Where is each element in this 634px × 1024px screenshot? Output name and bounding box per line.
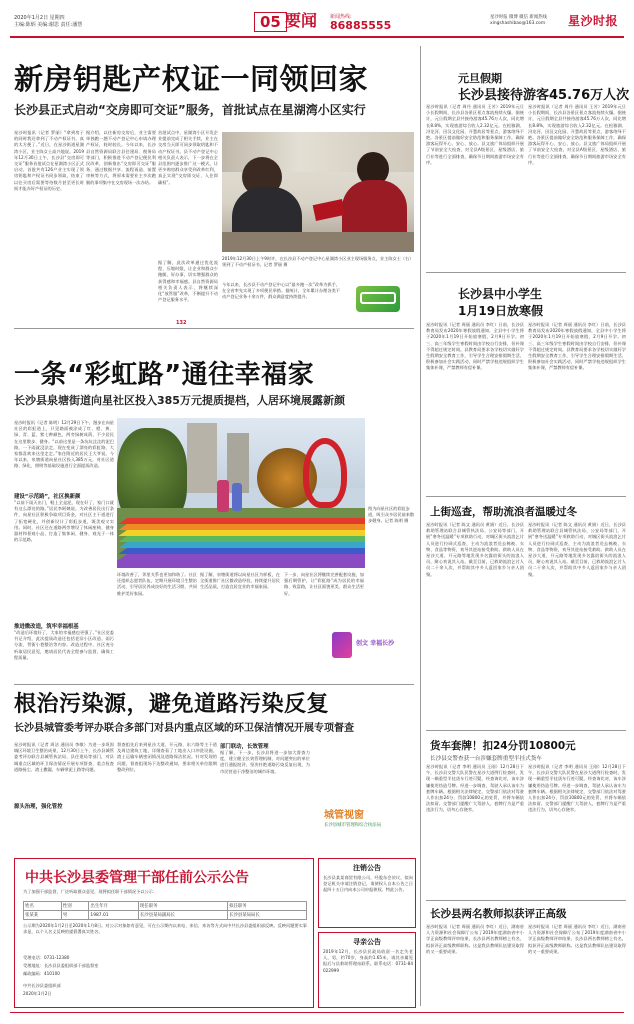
- story1-body-col1: 星沙时报讯（记者 罗丽）“拿到房子的同时我还拿到了不动产权证书，真的太方便了。”近日，在星沙街道星湖湾小区，业主陈女士高兴地说。2019年12月30日上午，长沙县“交房即可交证”服务首批试点在星湖湾小区正式启动，首批共有126户业主实现了领房钥匙和产权证书同步领取，结束了以往买房后需要等待数月甚至更长时间才能办好产权证的历史。: [14, 130, 84, 191]
- right3-body-a: 星沙时报讯（记者 陈文 通讯员 黄娟）近日，长沙县救助管理站联合县城管执法局、公安局等部门，开展“寒冬送温暖”专项救助行动，对城区街头流浪乞讨人员进行拉网式巡查，主动为流浪者送去棉被、衣物、食品等物资，劝导其进站接受救助。救助人员在星沙大道、开元路等地发现多名露宿街头的流浪人员，耐心劝说其入站。截至目前，已救助流浪乞讨人员二十余人次，并帮助其中多人返回家乡与亲人团聚。: [426, 522, 524, 577]
- table-cell: 男: [61, 911, 89, 920]
- story3-subheading2: 部门联动，长效管理: [220, 744, 269, 750]
- right2-body-b: 星沙时报讯（记者 周丽 通讯员 李红）日前，长沙县教育局发布2020年寒假放假通知，全县中小学生将于2020年1月19日开始放寒假，2月9日开学。初三、高三年级学生寒假时间由学校自行安排，但补课不得超过规定时间。县教育局要求各学校切实做好学生假期安全教育工作，引导学生合理安排假期生活，积极参加社会实践活动，同时严禁学校违规组织学生集体补课，严禁教师有偿补课。: [528, 322, 626, 371]
- story1-photo-caption: 2019年12月30日上午9时许，在长沙县不动产登记中心星湖湾小区业主现场服务点，业主陈女士（右）领到了不动产权证书。记者 罗丽 摄: [222, 256, 414, 267]
- story2-subheading2: 推进微改造，筑牢幸福根基: [14, 624, 79, 630]
- right2-headline-1: 长沙县中小学生: [458, 287, 543, 301]
- right5-headline: 长沙县两名教师拟获评正高级: [430, 908, 567, 920]
- cadre-notice-table: [23, 901, 307, 920]
- right1-headline-1: 元旦假期: [458, 72, 502, 85]
- story3-body-col1: 星沙时报讯（记者 周洁 通讯员 李敏）为进一步巩固城区环境卫生整治成果，12月30日上午，长沙县城管委考评办联合县城管执法局、县住建局等部门，对县城重点区域的环卫保洁情况开展专项督查，重点检查道路扬尘、渣土撒漏、车辆带泥上路等问题。: [14, 742, 114, 772]
- date-line: 2020年1月2日 星期四: [14, 15, 65, 21]
- right4-body-a: 星沙时报讯（记者 李明 通讯员 王刚）12月28日下午，长沙县交警大队民警在星沙大道例行检查时，发现一辆重型半挂货车行迹可疑，经查询比对，该车涉嫌使用伪造号牌。经进一步调查，驾驶人承认该车为套牌车辆。根据相关法律规定，交警部门依法对驾驶人作出扣24分、罚款10800元的处罚，并将车辆依法扣留。交警部门提醒广大驾驶人，套牌行为是严重违法行为，切勿心存侥幸。: [426, 764, 524, 813]
- story2-body-col4: 下一步，向星社区将继续完善配套设施，加强后期管护，让“彩虹路”成为居民的幸福路、致富路，让社区面貌更美、群众生活更好。: [284, 572, 364, 596]
- story2-body-col1c: “改造后环境好了，大家的幸福感也更强了。”社区党委书记介绍，此次提质改造还包括老旧小区改造、雨污分流、背街小巷整治等内容。改造过程中，社区充分听取居民意见，邀请居民代表全程参与监督，确保工程质量。: [14, 630, 114, 660]
- deregistration-notice: [318, 858, 416, 928]
- editor-line: 主编:陈炳 美编:谢思 责任:潘慧: [14, 22, 83, 28]
- cadre-notice-contact2: 受理地址：长沙县县委组织部干部监督室: [23, 963, 99, 968]
- contact-line: 星沙时报 微博 微信 新闻热线: [490, 15, 547, 20]
- cadre-notice-contact1: 受理电话：0731-12380: [23, 955, 70, 960]
- story1-body-col3: 首批试点中，星湖湾小区开发企业提前完成了相关手续，业主在交房当天即可同步领取钥匙和不动产权证书。县不动产登记中心相关负责人表示，下一步将在全县范围内逐步推广这一模式，让更多购房群众享受到改革红利，真正实现“交房即交证、入住即确权”。: [158, 130, 218, 185]
- right3-body-b: 星沙时报讯（记者 陈文 通讯员 黄娟）近日，长沙县救助管理站联合县城管执法局、公安局等部门，开展“寒冬送温暖”专项救助行动，对城区街头流浪乞讨人员进行拉网式巡查，主动为流浪者送去棉被、衣物、食品等物资，劝导其进站接受救助。救助人员在星沙大道、开元路等地发现多名露宿街头的流浪人员，耐心劝说其入站。截至目前，已救助流浪乞讨人员二十余人次，并帮助其中多人返回家乡与亲人团聚。: [528, 522, 626, 577]
- page-number: 05: [254, 12, 287, 32]
- right3-headline: 上街巡查，帮助流浪者温暖过冬: [430, 506, 577, 518]
- story1-subhead: 长沙县正式启动“交房即可交证”服务，首批试点在星湖湾小区实行: [14, 103, 366, 117]
- cadre-notice: [14, 858, 314, 1008]
- cadre-notice-title: 中共长沙县委管理干部任前公示公告: [25, 870, 249, 886]
- story2-logo: [326, 626, 408, 664]
- story1-body-col4: 今年以来，长沙县不动产登记中心以“最多跑一次”改革为抓手，在全省率先实现了多项便民举措。据统计，全年累计办理各类不动产登记业务十余万件，群众满意度持续提升。: [222, 282, 340, 300]
- table-cell: 张某某: [24, 911, 62, 920]
- section-title: 要闻: [285, 11, 318, 30]
- story2-subhead: 长沙县泉塘街道向星社区投入385万元提质提档，人居环境展露新颜: [14, 394, 345, 407]
- hotline-label: 新闻热线:: [330, 14, 352, 20]
- story2-body-col1: 星沙时报讯（记者 陈明）12月29日下午，漫步在向星社区的彩虹道上，只见路面被涂成了红、橙、黄、绿、青、蓝、紫七种颜色，两旁绿树成荫，不少居民在这里散步、健身。“以前这里是一条坑坑洼洼的泥巴路，一下雨就没法走，现在变成了漂亮的彩虹路，大家都喜欢来这里走走。”家住附近的居民王大爷说。今年以来，泉塘街道向星社区投入385万元，对社区道路、绿化、照明等基础设施进行全面提质改造。: [14, 420, 114, 469]
- right2-body-a: 星沙时报讯（记者 周丽 通讯员 李红）日前，长沙县教育局发布2020年寒假放假通知，全县中小学生将于2020年1月19日开始放寒假，2月9日开学。初三、高三年级学生寒假时间由学校自行安排，但补课不得超过规定时间。县教育局要求各学校切实做好学生假期安全教育工作，引导学生合理安排假期生活，积极参加社会实践活动，同时严禁学校违规组织学生集体补课，严禁教师有偿补课。: [426, 322, 524, 371]
- story2-body-col1b: “以前下雨天出门，鞋上全是泥，现在好了，家门口就有这么漂亮的路。”居民李阿姨说。为改善居民出行条件，向星社区积极争取项目资金，对社区主干道进行了拓宽硬化，并创新设计了彩虹步道，既美观又实用。同时，社区还在道路两旁增设了休闲座椅、健身器材和景观小品，打造了集休闲、健身、观光于一体的示范路。: [14, 500, 114, 543]
- story3-body-col3: 据了解，下一步，长沙县将进一步加大督查力度，建立健全长效管理机制，对问题突出的单位进行通报批评，坚决杜绝道路污染反复出现，为市民营造干净整洁的城市环境。: [220, 750, 310, 774]
- right4-body-b: 星沙时报讯（记者 李明 通讯员 王刚）12月28日下午，长沙县交警大队民警在星沙大道例行检查时，发现一辆重型半挂货车行迹可疑，经查询比对，该车涉嫌使用伪造号牌。经进一步调查，驾驶人承认该车为套牌车辆。根据相关法律规定，交警部门依法对驾驶人作出扣24分、罚款10800元的处罚，并将车辆依法扣留。交警部门提醒广大驾驶人，套牌行为是严重违法行为，切勿心存侥幸。: [528, 764, 626, 813]
- story2-logo-text: 创文 幸福长沙: [356, 640, 395, 647]
- hotline-number: 86885555: [330, 19, 392, 32]
- story2-photo-caption: 图为向星社区的彩虹步道，吸引众多居民前来散步健身。记者 陈明 摄: [368, 506, 415, 523]
- cadre-notice-body: 公示期为2020年1月2日至2020年1月8日。对公示对象如有意见，可在公示期内以来电、来信、来访等方式向中共长沙县委组织部反映。反映问题要实事求是，以个人名义反映的提倡署真实姓名。: [23, 923, 307, 935]
- cadre-notice-issuer: 中共长沙县委组织部: [23, 983, 61, 988]
- story3-subheading1: 源头治理，强化管控: [14, 804, 63, 810]
- masthead: [0, 0, 634, 38]
- table-header-current: 现任职务: [138, 902, 227, 911]
- story1-photo: [222, 132, 414, 252]
- story1-logo: [346, 282, 408, 316]
- family-search-notice-title: 寻亲公告: [353, 938, 381, 946]
- right1-headline-2: 长沙县接待游客45.76万人次: [458, 88, 630, 103]
- story3-logo-sub: 长沙县城市管理和综合执法局: [324, 823, 382, 828]
- table-header-gender: 性别: [61, 902, 89, 911]
- story2-body-col2: 环境改善了，邻里关系也更加和谐了。社区还组织志愿者队伍，定期开展环境卫生整治活动，引导居民养成良好的生活习惯，共同维护美好家园。: [117, 572, 197, 596]
- cadre-notice-date: 2020年1月2日: [23, 991, 52, 996]
- right5-body-b: 星沙时报讯（记者 周丽 通讯员 李红）近日，湖南省人力资源和社会保障厅公布了2019年度湖南省中小学正高级教师评审结果，长沙县两名教师榜上有名，拟获评正高级教师职称。这是我县教师队伍建设取得的又一重要成果。: [528, 924, 626, 954]
- story1-headline: 新房钥匙产权证一同领回家: [14, 62, 369, 96]
- story2-headline: 一条“彩虹路”通往幸福家: [14, 360, 315, 390]
- story3-logo-text: 城管视窗: [324, 810, 364, 821]
- story2-photo: [117, 418, 365, 568]
- table-cell: 长沙县某局副局长: [138, 911, 227, 920]
- right2-headline-2: 1月19日放寒假: [458, 304, 544, 318]
- story1-body-col2: 据介绍，以往新房交房后，业主需要单独跑一趟不动产登记中心申请办理产权证，耗时较长。今年以来，长沙县自然资源局联合县住建局、税务局等部门，积极推进不动产登记便民利民改革，创新推出“交房即可交证”服务，通过数据共享、流程再造、前置审核等方式，将原本需要业主多次跑腿的事项集中在交房现场一次办结。: [86, 130, 156, 185]
- story1-body-col3b: 据了解，此次改革通过优化流程、压缩时限，让企业和群众少跑腿、好办事，切实增强群众的获得感和幸福感。县自然资源局相关负责人表示，将继续深化“放管服”改革，不断提升不动产登记服务水平。: [158, 260, 218, 303]
- deregistration-notice-body: 长沙县某某商贸有限公司，经股东会决议，拟向登记机关申请注销登记，请债权人自本公告之日起四十五日内向本公司申报债权。特此公告。: [323, 875, 413, 893]
- table-header-birth: 出生年月: [89, 902, 138, 911]
- family-search-notice-body: 2019年12月，长沙县民政局收留一名走失老人，男，约70岁，身高约1.65米，请其亲属见报后与县救助管理站联系。联系电话：0731-84022999: [323, 949, 413, 973]
- deregistration-notice-title: 注销公告: [353, 864, 381, 872]
- right4-subhead: 长沙县交警查获一台涉嫌套牌重型半挂式货车: [430, 756, 542, 762]
- email: xingshashibao@163.com: [490, 21, 546, 26]
- story3-body-col2: 督查组先后来到星沙大道、开元路、东六路等主干道及周边建筑工地，详细查看了工地出入口冲洗设施、渣土运输车辆密闭情况及道路保洁状况。针对发现的问题，督查组现场下达整改通知，要求相关单位限期整改到位。: [117, 742, 217, 772]
- brand-logo: 星沙时报: [568, 14, 619, 28]
- table-header-proposed: 拟任职务: [228, 902, 307, 911]
- story2-body-col3: 据了解，泉塘街道将以向星社区为样板，在全街道推广社区微改造经验，持续提升居民生活品质，打造宜居宜业的幸福家园。: [200, 572, 280, 590]
- story3-subhead: 长沙县城管委考评办联合多部门对县内重点区域的环卫保洁情况开展专项督查: [14, 723, 354, 734]
- table-cell: 1987.01: [89, 911, 138, 920]
- right1-body-a: 星沙时报讯（记者 周丹 通讯员 王芳）2019年元旦小长假期间，长沙县各景区景点客流持续火爆。据统计，元旦假期全县共接待游客45.76万人次，同比增长8.8%，实现旅游综合收入2.32亿元。在松雅湖、浔龙河、田汉文化园、开慧故居等景点，游客络绎不绝。各景区提前做好安全防范和服务保障工作，确保游客玩得开心、安心、放心。县文旅广体局组织开展了节前安全大检查，对全县A级景区、星级酒店、旅行社等进行全面排查，确保节日期间旅游市场安全有序。: [426, 104, 524, 165]
- family-search-notice: [318, 932, 416, 1008]
- story2-subheading1: 建设“示范路”，社区换新颜: [14, 494, 81, 500]
- right5-body-a: 星沙时报讯（记者 周丽 通讯员 李红）近日，湖南省人力资源和社会保障厅公布了2019年度湖南省中小学正高级教师评审结果，长沙县两名教师榜上有名，拟获评正高级教师职称。这是我县教师队伍建设取得的又一重要成果。: [426, 924, 524, 954]
- cadre-notice-contact3: 邮政编码：410100: [23, 971, 60, 976]
- right4-headline: 货车套牌！扣24分罚10800元: [430, 740, 576, 752]
- right1-body-b: 星沙时报讯（记者 周丹 通讯员 王芳）2019年元旦小长假期间，长沙县各景区景点客流持续火爆。据统计，元旦假期全县共接待游客45.76万人次，同比增长8.8%，实现旅游综合收入2.32亿元。在松雅湖、浔龙河、田汉文化园、开慧故居等景点，游客络绎不绝。各景区提前做好安全防范和服务保障工作，确保游客玩得开心、安心、放心。县文旅广体局组织开展了节前安全大检查，对全县A级景区、星级酒店、旅行社等进行全面排查，确保节日期间旅游市场安全有序。: [528, 104, 626, 165]
- story3-headline: 根治污染源，避免道路污染反复: [14, 692, 330, 717]
- cadre-notice-intro: 为了加强干部监督，广泛听取群众意见，现将拟任职干部情况予以公示：: [23, 889, 158, 894]
- table-cell: 长沙县某局局长: [228, 911, 307, 920]
- table-header-name: 姓名: [24, 902, 62, 911]
- story3-logo: [318, 800, 414, 840]
- story1-marker: 132: [176, 320, 187, 326]
